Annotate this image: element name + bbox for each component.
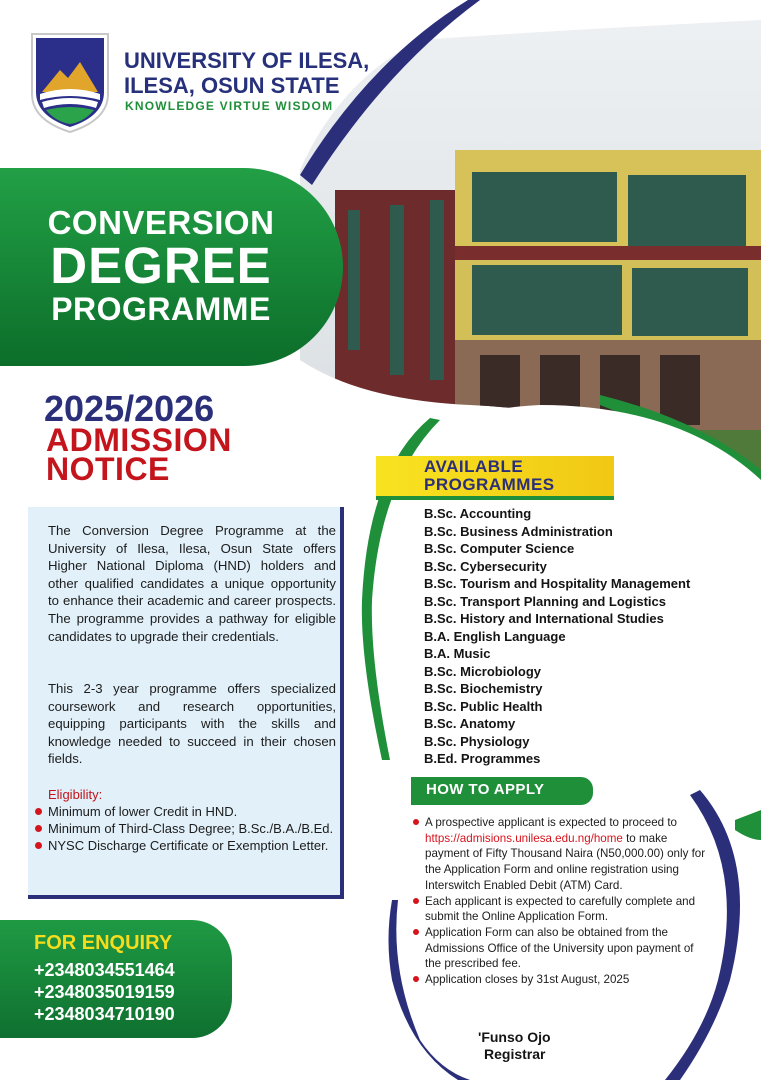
apply-step: A prospective applicant is expected to proceed to https://admisions.unilesa.edu.ng/home to make payment of Fifty Thousand Naira (N50,000.00) only for the Application Form and online registration using Interswitch Enabled Debit (ATM) Card.: [425, 815, 707, 894]
admission-heading: ADMISSION: [46, 422, 232, 458]
application-portal-link[interactable]: https://admisions.unilesa.edu.ng/home: [425, 831, 623, 845]
heading-underline: [376, 496, 614, 500]
university-name: [124, 48, 424, 98]
title-line-programme: PROGRAMME: [51, 291, 271, 327]
enquiry-phone[interactable]: +2348034551464: [34, 960, 175, 980]
programme-item: B.Sc. Computer Science: [424, 541, 575, 556]
university-name-line1: UNIVERSITY OF ILESA,: [124, 48, 370, 73]
programme-item: B.Sc. Biochemistry: [424, 681, 543, 696]
programme-item: B.Sc. Physiology: [424, 733, 530, 749]
programme-item: B.Sc. Cybersecurity: [424, 558, 547, 574]
eligibility-item: NYSC Discharge Certificate or Exemption Letter.: [48, 837, 338, 854]
programme-item: B.Sc. Public Health: [424, 698, 543, 714]
available-programmes-banner: [376, 456, 614, 496]
bullet-icon: [413, 976, 419, 982]
bullet-icon: [413, 819, 419, 825]
how-to-apply-list: [425, 815, 707, 988]
university-name-line2: ILESA, OSUN STATE: [124, 73, 340, 98]
how-to-apply-banner: [411, 777, 593, 805]
bullet-icon: [35, 808, 42, 815]
enquiry-phone[interactable]: +2348034710190: [34, 1004, 175, 1024]
programme-item: B.Ed. Programmes: [424, 751, 541, 766]
enquiry-title: FOR ENQUIRY: [34, 932, 173, 954]
programme-item: B.Sc. Anatomy: [424, 716, 516, 731]
notice-heading: NOTICE: [46, 451, 170, 487]
programme-item: B.Sc. Tourism and Hospitality Management: [424, 576, 691, 591]
eligibility-list: [48, 803, 338, 854]
bullet-icon: [413, 929, 419, 935]
bullet-icon: [35, 842, 42, 849]
university-motto: KNOWLEDGE VIRTUE WISDOM: [125, 99, 334, 113]
programme-item: B.Sc. Accounting: [424, 506, 532, 521]
eligibility-heading: Eligibility:: [48, 787, 103, 802]
admission-session: 2025/2026: [44, 388, 215, 429]
apply-step: Application closes by 31st August, 2025: [425, 972, 707, 988]
programme-item: B.Sc. Microbiology: [424, 663, 542, 679]
registrar-title: Registrar: [484, 1046, 546, 1062]
eligibility-item: Minimum of Third-Class Degree; B.Sc./B.A./B.Ed.: [48, 820, 338, 837]
title-line-conversion: CONVERSION: [47, 204, 275, 241]
intro-paragraph-1: The Conversion Degree Programme at the University of Ilesa, Ilesa, Osun State offers Higher National Diploma (HND) holders and other qualified candidates a unique opportunity to enhance their academic and career prospects. The programme provides a pathway for eligible candidates to upgrade their credentials.: [48, 523, 336, 644]
programme-item: B.Sc. History and International Studies: [424, 611, 664, 626]
programme-item: B.Sc. Transport Planning and Logistics: [424, 593, 666, 609]
programme-list: [424, 505, 690, 768]
intro-paragraph-2: This 2-3 year programme offers specialized coursework and research opportunities, equipping participants with the skills and knowledge needed to succeed in their chosen fields.: [48, 681, 336, 767]
how-to-apply-heading: HOW TO APPLY: [426, 781, 545, 798]
apply-step: Application Form can also be obtained from the Admissions Office of the University upon payment of the prescribed fee.: [425, 925, 707, 972]
apply-step: Each applicant is expected to carefully complete and submit the Online Application Form.: [425, 894, 707, 925]
programme-item: B.Sc. Business Administration: [424, 523, 613, 539]
programme-title-banner: [0, 168, 343, 366]
bullet-icon: [35, 825, 42, 832]
enquiry-box: [0, 920, 232, 1038]
title-line-degree: DEGREE: [50, 237, 272, 294]
programme-item: B.A. English Language: [424, 628, 566, 644]
enquiry-phone[interactable]: +2348035019159: [34, 982, 175, 1002]
registrar-name: 'Funso Ojo: [478, 1029, 551, 1045]
available-programmes-heading-line1: AVAILABLE: [424, 457, 524, 476]
eligibility-item: Minimum of lower Credit in HND.: [48, 803, 338, 820]
intro-box: [28, 507, 344, 899]
available-programmes-heading-line2: PROGRAMMES: [424, 475, 555, 494]
programme-item: B.A. Music: [424, 646, 491, 661]
university-crest-icon: [28, 30, 112, 134]
bullet-icon: [413, 898, 419, 904]
